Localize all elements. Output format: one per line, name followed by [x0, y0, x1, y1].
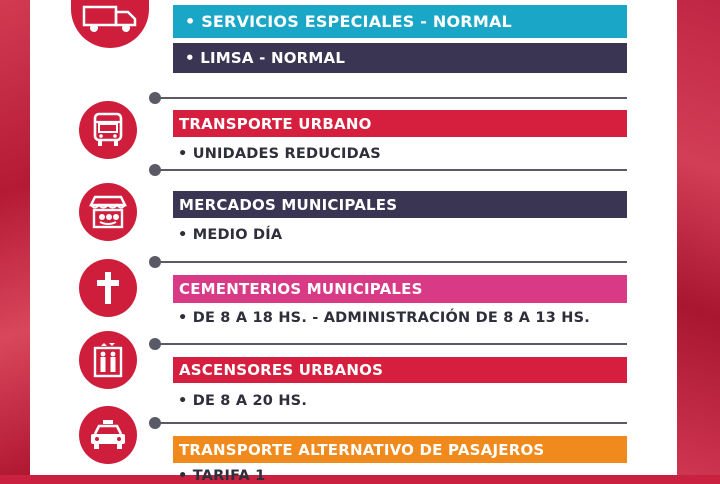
market-stall-icon: [79, 183, 137, 241]
timeline-line: [155, 422, 627, 424]
ascensores-urbanos-title: ASCENSORES URBANOS: [179, 361, 384, 379]
transporte-urbano-bar: [173, 110, 627, 137]
mercados-municipales-detail: • MEDIO DÍA: [178, 227, 283, 243]
mercados-municipales-bar: [173, 191, 627, 218]
timeline-line: [155, 343, 627, 345]
cementerios-municipales-detail: • DE 8 A 18 HS. - ADMINISTRACIÓN DE 8 A 13 HS.: [178, 310, 590, 326]
transporte-urbano-title: TRANSPORTE URBANO: [179, 114, 372, 133]
bus-icon: [79, 101, 137, 159]
cross-icon: [79, 259, 137, 317]
limsa-label: • LIMSA - NORMAL: [185, 49, 346, 67]
ascensores-urbanos-detail: • DE 8 A 20 HS.: [178, 393, 308, 409]
background-left-strip: [0, 0, 30, 475]
ascensores-urbanos-bar: [173, 357, 627, 383]
transporte-urbano-detail: • UNIDADES REDUCIDAS: [178, 146, 381, 162]
timeline-line: [155, 169, 627, 171]
elevator-icon: [79, 331, 137, 389]
taxi-icon: [79, 406, 137, 464]
servicios-especiales-bar: [173, 5, 627, 38]
timeline-line: [155, 261, 627, 263]
limsa-bar: [173, 43, 627, 73]
transporte-alternativo-bar: [173, 436, 627, 463]
mercados-municipales-title: MERCADOS MUNICIPALES: [179, 195, 398, 214]
transporte-alternativo-title: TRANSPORTE ALTERNATIVO DE PASAJEROS: [179, 440, 545, 459]
servicios-especiales-label: • SERVICIOS ESPECIALES - NORMAL: [185, 12, 512, 31]
transporte-alternativo-detail: • TARIFA 1: [178, 468, 266, 484]
timeline-line: [155, 97, 627, 99]
cementerios-municipales-title: CEMENTERIOS MUNICIPALES: [179, 280, 423, 298]
cementerios-municipales-bar: [173, 275, 627, 303]
background-right-strip: [677, 0, 720, 475]
